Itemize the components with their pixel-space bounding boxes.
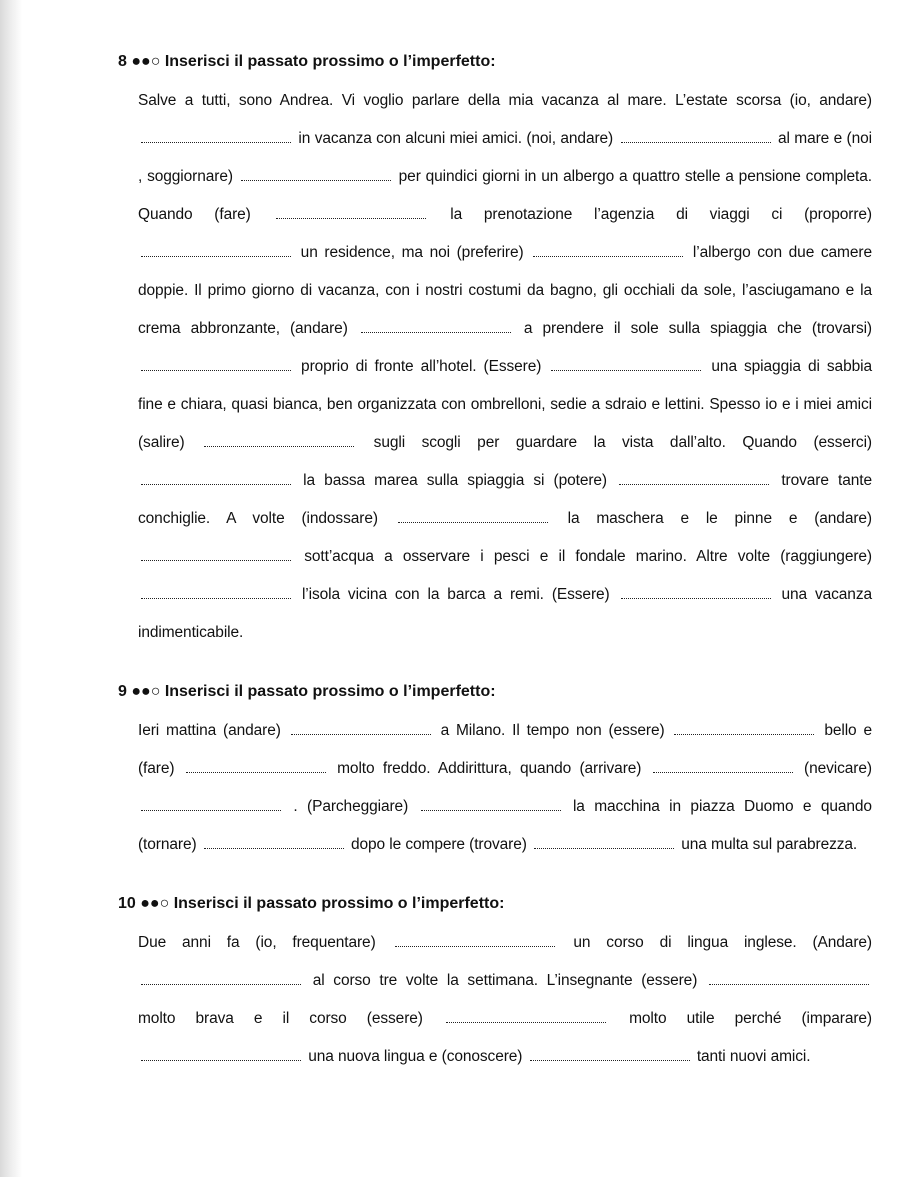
text-segment: per quindici giorni in un albergo a quattro stelle a pensione completa. Quando (fare)	[138, 168, 872, 223]
exercise-title: Inserisci il passato prossimo o l’imperfetto:	[173, 895, 505, 912]
text-segment: proprio di fronte all’hotel. (Essere)	[301, 358, 542, 375]
answer-blank[interactable]	[141, 242, 291, 257]
answer-blank[interactable]	[204, 834, 344, 849]
text-segment: una vacanza indimenticabile.	[138, 586, 872, 641]
answer-blank[interactable]	[533, 242, 683, 257]
text-segment: Ieri mattina (andare)	[138, 722, 281, 739]
answer-blank[interactable]	[653, 758, 793, 773]
answer-blank[interactable]	[619, 470, 769, 485]
difficulty-dots: ●●○	[131, 53, 161, 70]
text-segment: Salve a tutti, sono Andrea. Vi voglio parlare della mia vacanza al mare. L’estate scorsa (io, andare)	[138, 92, 872, 109]
text-segment: un corso di lingua inglese. (Andare)	[573, 934, 872, 951]
answer-blank[interactable]	[551, 356, 701, 371]
text-segment: (nevicare)	[804, 760, 872, 777]
exercise-number: 9	[118, 683, 127, 700]
exercise-9-text	[138, 712, 872, 864]
answer-blank[interactable]	[421, 796, 561, 811]
text-segment: la macchina in piazza Duomo e quando (tornare)	[138, 798, 872, 853]
text-segment: la prenotazione l’agenzia di viaggi ci (proporre)	[450, 206, 872, 223]
answer-blank[interactable]	[141, 356, 291, 371]
exercise-8-heading	[118, 52, 875, 72]
text-segment: Due anni fa (io, frequentare)	[138, 934, 376, 951]
answer-blank[interactable]	[395, 932, 555, 947]
answer-blank[interactable]	[141, 1046, 301, 1061]
text-segment: un residence, ma noi (preferire)	[300, 244, 524, 261]
answer-blank[interactable]	[186, 758, 326, 773]
text-segment: a prendere il sole sulla spiaggia che (trovarsi)	[523, 320, 872, 337]
text-segment: tanti nuovi amici.	[696, 1048, 811, 1065]
answer-blank[interactable]	[241, 166, 391, 181]
text-segment: in vacanza con alcuni miei amici. (noi, andare)	[298, 130, 614, 147]
answer-blank[interactable]	[361, 318, 511, 333]
text-segment: la bassa marea sulla spiaggia si (potere)	[303, 472, 607, 489]
answer-blank[interactable]	[398, 508, 548, 523]
answer-blank[interactable]	[141, 796, 281, 811]
exercise-8	[110, 52, 875, 652]
text-segment: bello e (fare)	[138, 722, 872, 777]
answer-blank[interactable]	[621, 584, 771, 599]
text-segment: al mare e (noi , soggiornare)	[138, 130, 872, 185]
text-segment: molto brava e il corso (essere)	[138, 1010, 423, 1027]
text-segment: . (Parcheggiare)	[293, 798, 409, 815]
exercise-10	[110, 894, 875, 1076]
text-segment: la maschera e le pinne e (andare)	[567, 510, 872, 527]
answer-blank[interactable]	[276, 204, 426, 219]
answer-blank[interactable]	[446, 1008, 606, 1023]
answer-blank[interactable]	[141, 470, 291, 485]
text-segment: al corso tre volte la settimana. L’insegnante (essere)	[312, 972, 698, 989]
text-segment: molto utile perché (imparare)	[629, 1010, 872, 1027]
exercise-10-heading	[118, 894, 875, 914]
answer-blank[interactable]	[291, 720, 431, 735]
exercise-9	[110, 682, 875, 864]
answer-blank[interactable]	[674, 720, 814, 735]
answer-blank[interactable]	[141, 584, 291, 599]
exercise-title: Inserisci il passato prossimo o l’imperfetto:	[164, 683, 496, 700]
text-segment: sott’acqua a osservare i pesci e il fondale marino. Altre volte (raggiungere)	[304, 548, 872, 565]
text-segment: una spiaggia di sabbia fine e chiara, quasi bianca, ben organizzata con ombrelloni, sedie a sdraio e lettini. Spesso io e i miei amici (salire)	[138, 358, 872, 451]
exercise-title: Inserisci il passato prossimo o l’imperfetto:	[164, 53, 496, 70]
exercise-9-heading	[118, 682, 875, 702]
text-segment: a Milano. Il tempo non (essere)	[440, 722, 665, 739]
text-segment: trovare tante conchiglie. A volte (indossare)	[138, 472, 872, 527]
answer-blank[interactable]	[141, 970, 301, 985]
text-segment: l’albergo con due camere doppie. Il primo giorno di vacanza, con i nostri costumi da bagno, gli occhiali da sole, l’asciugamano e la crema abbronzante, (andare)	[138, 244, 872, 337]
difficulty-dots: ●●○	[140, 895, 170, 912]
text-segment: l’isola vicina con la barca a remi. (Essere)	[301, 586, 610, 603]
answer-blank[interactable]	[534, 834, 674, 849]
exercise-10-text	[138, 924, 872, 1076]
exercise-number: 8	[118, 53, 127, 70]
answer-blank[interactable]	[621, 128, 771, 143]
answer-blank[interactable]	[141, 546, 291, 561]
answer-blank[interactable]	[709, 970, 869, 985]
difficulty-dots: ●●○	[131, 683, 161, 700]
exercise-8-text	[138, 82, 872, 652]
text-segment: dopo le compere (trovare)	[350, 836, 527, 853]
answer-blank[interactable]	[204, 432, 354, 447]
text-segment: una nuova lingua e (conoscere)	[308, 1048, 523, 1065]
text-segment: sugli scogli per guardare la vista dall’alto. Quando (esserci)	[373, 434, 872, 451]
page-left-edge-shadow	[0, 0, 22, 1177]
answer-blank[interactable]	[530, 1046, 690, 1061]
text-segment: una multa sul parabrezza.	[681, 836, 858, 853]
exercise-number: 10	[118, 895, 136, 912]
answer-blank[interactable]	[141, 128, 291, 143]
text-segment: molto freddo. Addirittura, quando (arrivare)	[337, 760, 642, 777]
worksheet-page	[110, 52, 875, 1106]
